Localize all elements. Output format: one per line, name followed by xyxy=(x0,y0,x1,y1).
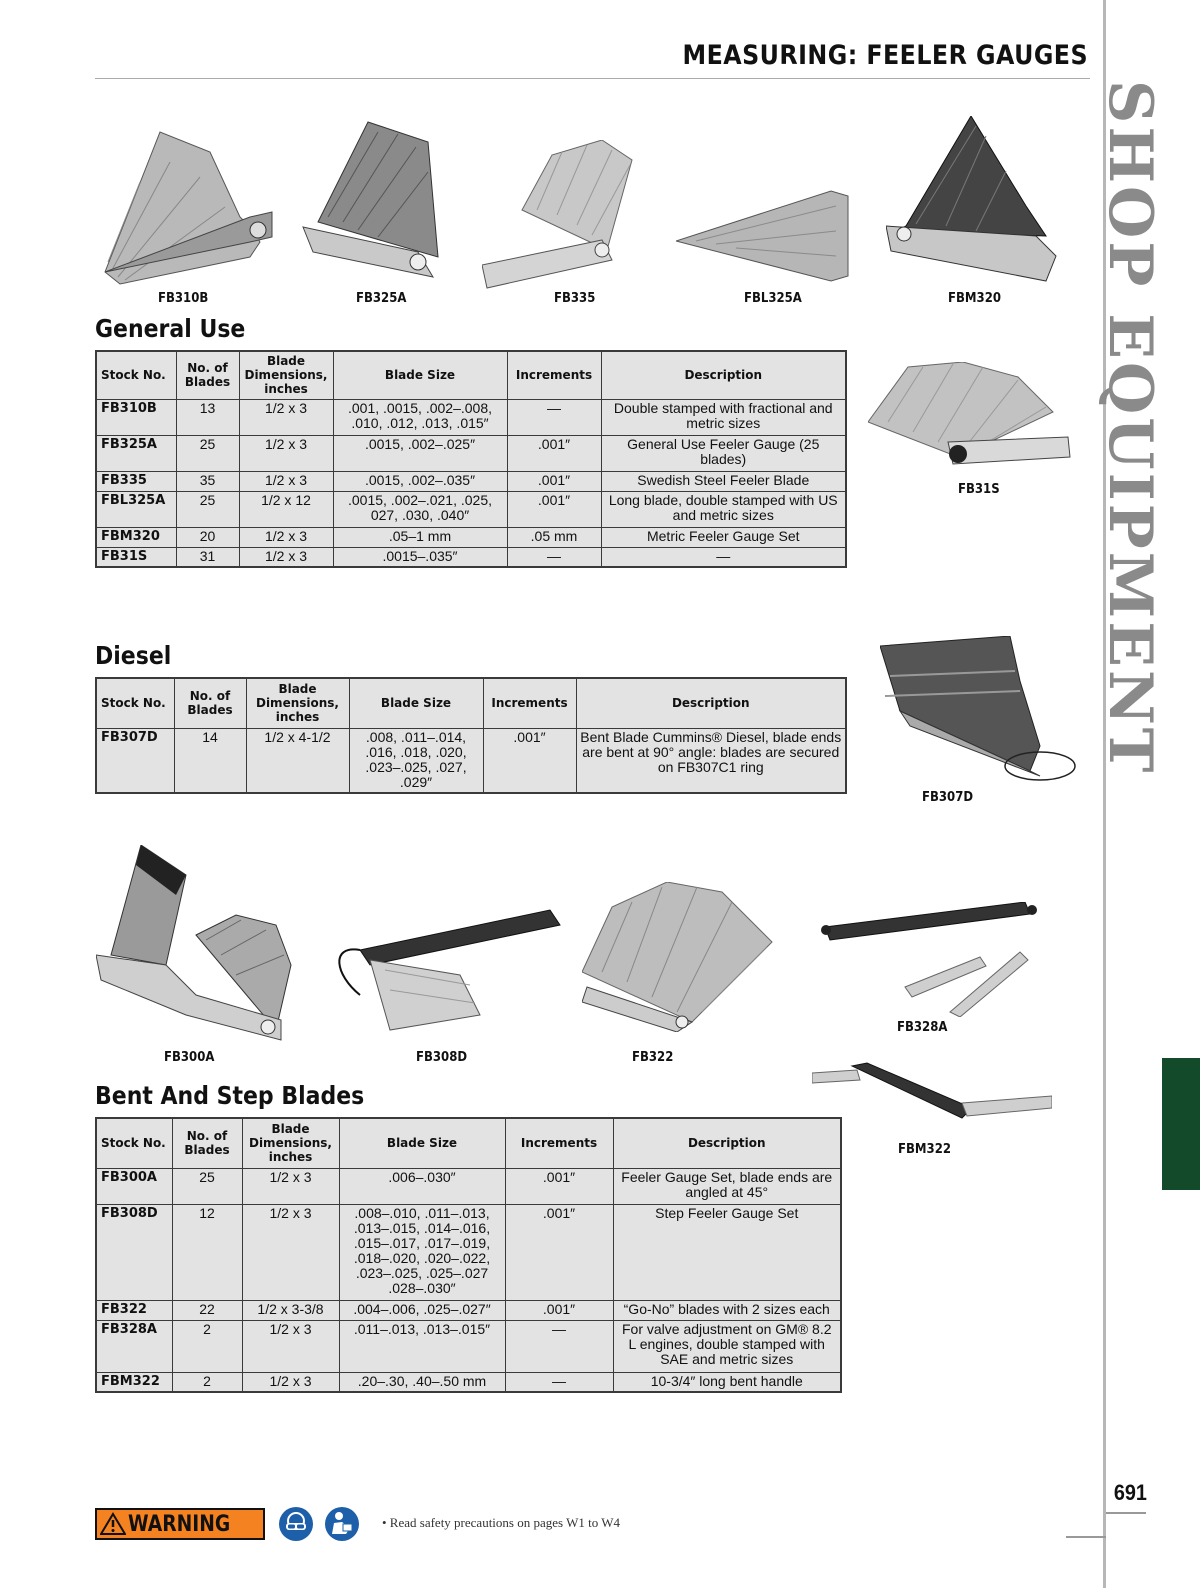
table-cell: FBM322 xyxy=(96,1372,172,1392)
product-image-fb300a xyxy=(96,845,301,1045)
table-cell: .001″ xyxy=(505,1204,613,1300)
table-cell: .006–.030″ xyxy=(339,1168,505,1204)
product-label: FB310B xyxy=(158,291,209,306)
table-cell: Long blade, double stamped with US and metric sizes xyxy=(601,491,846,527)
table-cell: — xyxy=(507,399,601,435)
column-header: Stock No. xyxy=(96,1118,172,1168)
product-image-fbl325a xyxy=(676,186,856,286)
column-header: Description xyxy=(576,678,846,728)
column-header: Blade Dimensions, inches xyxy=(242,1118,339,1168)
page-number: 691 xyxy=(1113,1480,1147,1505)
table-cell: 1/2 x 3 xyxy=(239,471,333,491)
section-heading-diesel: Diesel xyxy=(95,641,172,670)
warning-label: WARNING xyxy=(128,1511,231,1537)
column-header: Increments xyxy=(507,351,601,399)
table-cell: .0015, .002–.025″ xyxy=(333,435,507,471)
table-cell: 25 xyxy=(176,491,239,527)
column-header: Blade Dimensions, inches xyxy=(246,678,349,728)
table-cell: Swedish Steel Feeler Blade xyxy=(601,471,846,491)
table-cell: — xyxy=(601,547,846,567)
page-title: MEASURING: FEELER GAUGES xyxy=(682,40,1088,71)
product-label: FBM322 xyxy=(898,1142,951,1157)
warning-triangle-icon xyxy=(100,1512,126,1536)
general-use-table xyxy=(95,350,847,568)
table-cell: — xyxy=(505,1372,613,1392)
column-header: Description xyxy=(601,351,846,399)
table-cell: — xyxy=(505,1320,613,1372)
table-cell: 13 xyxy=(176,399,239,435)
table-cell: 1/2 x 12 xyxy=(239,491,333,527)
table-row xyxy=(96,527,846,547)
table-cell: .001″ xyxy=(507,471,601,491)
table-cell: FBL325A xyxy=(96,491,176,527)
column-header: No. of Blades xyxy=(174,678,246,728)
table-cell: .008–.010, .011–.013, .013–.015, .014–.016, .015–.017, .017–.019, .018–.020, .020–.022, .023–.025, .025–.027 .028–.030″ xyxy=(339,1204,505,1300)
section-side-title: SHOP EQUIPMENT xyxy=(1095,80,1165,776)
table-cell: Double stamped with fractional and metric sizes xyxy=(601,399,846,435)
table-cell: 1/2 x 4-1/2 xyxy=(246,728,349,793)
table-row xyxy=(96,435,846,471)
product-label: FBM320 xyxy=(948,291,1001,306)
table-cell: General Use Feeler Gauge (25 blades) xyxy=(601,435,846,471)
product-image-fb308d xyxy=(330,905,570,1045)
table-cell: FBM320 xyxy=(96,527,176,547)
product-label: FB300A xyxy=(164,1050,215,1065)
section-tab[interactable] xyxy=(1162,1058,1200,1190)
table-cell: — xyxy=(507,547,601,567)
table-cell: 35 xyxy=(176,471,239,491)
table-cell: .001″ xyxy=(507,435,601,471)
table-cell: Metric Feeler Gauge Set xyxy=(601,527,846,547)
table-row xyxy=(96,1372,841,1392)
column-header: Description xyxy=(613,1118,841,1168)
table-cell: .0015, .002–.021, .025, 027, .030, .040″ xyxy=(333,491,507,527)
table-cell: Step Feeler Gauge Set xyxy=(613,1204,841,1300)
product-label: FB335 xyxy=(554,291,596,306)
table-cell: 1/2 x 3 xyxy=(242,1168,339,1204)
table-cell: FB322 xyxy=(96,1300,172,1320)
safety-glasses-icon xyxy=(278,1506,314,1542)
diesel-table xyxy=(95,677,847,794)
table-cell: 25 xyxy=(172,1168,242,1204)
table-cell: .008, .011–.014, .016, .018, .020, .023–.025, .027, .029″ xyxy=(349,728,483,793)
product-image-fb31s xyxy=(868,362,1073,472)
table-cell: FB335 xyxy=(96,471,176,491)
column-header: Blade Size xyxy=(333,351,507,399)
table-cell: “Go-No” blades with 2 sizes each xyxy=(613,1300,841,1320)
table-cell: 1/2 x 3 xyxy=(239,399,333,435)
table-cell: FB328A xyxy=(96,1320,172,1372)
table-cell: 22 xyxy=(172,1300,242,1320)
column-header: No. of Blades xyxy=(172,1118,242,1168)
column-header: Stock No. xyxy=(96,351,176,399)
table-cell: 10-3/4″ long bent handle xyxy=(613,1372,841,1392)
table-row xyxy=(96,1204,841,1300)
section-heading-bent-step: Bent And Step Blades xyxy=(95,1081,365,1110)
column-header: Stock No. xyxy=(96,678,174,728)
warning-badge xyxy=(95,1508,265,1540)
product-image-fb310b xyxy=(100,122,280,287)
product-image-fb328a xyxy=(820,902,1045,1017)
table-row xyxy=(96,491,846,527)
table-cell: 1/2 x 3-3/8 xyxy=(242,1300,339,1320)
section-heading-general-use: General Use xyxy=(95,314,246,343)
table-row xyxy=(96,547,846,567)
bent-step-table xyxy=(95,1117,842,1393)
read-manual-icon xyxy=(324,1506,360,1542)
product-image-fb325a xyxy=(298,112,448,282)
table-cell: FB308D xyxy=(96,1204,172,1300)
table-cell: .20–.30, .40–.50 mm xyxy=(339,1372,505,1392)
product-label: FBL325A xyxy=(744,291,802,306)
table-cell: FB325A xyxy=(96,435,176,471)
table-cell: .004–.006, .025–.027″ xyxy=(339,1300,505,1320)
product-image-fbm322 xyxy=(812,1058,1052,1138)
table-cell: 2 xyxy=(172,1320,242,1372)
table-cell: .001″ xyxy=(483,728,576,793)
table-cell: FB300A xyxy=(96,1168,172,1204)
product-label: FB328A xyxy=(897,1020,948,1035)
table-cell: For valve adjustment on GM® 8.2 L engines, double stamped with SAE and metric sizes xyxy=(613,1320,841,1372)
product-label: FB325A xyxy=(356,291,407,306)
column-header: Increments xyxy=(505,1118,613,1168)
table-cell: .05 mm xyxy=(507,527,601,547)
product-label: FB31S xyxy=(958,482,1000,497)
safety-note: • Read safety precautions on pages W1 to W4 xyxy=(382,1515,621,1530)
table-cell: .001″ xyxy=(505,1168,613,1204)
table-cell: 12 xyxy=(172,1204,242,1300)
table-cell: .001, .0015, .002–.008, .010, .012, .013, .015″ xyxy=(333,399,507,435)
product-image-fbm320 xyxy=(886,116,1066,291)
table-cell: .011–.013, .013–.015″ xyxy=(339,1320,505,1372)
table-cell: 31 xyxy=(176,547,239,567)
table-cell: .05–1 mm xyxy=(333,527,507,547)
title-rule xyxy=(95,78,1090,79)
table-cell: .001″ xyxy=(505,1300,613,1320)
table-row xyxy=(96,1320,841,1372)
table-cell: 1/2 x 3 xyxy=(242,1204,339,1300)
table-cell: .001″ xyxy=(507,491,601,527)
column-header: Blade Size xyxy=(349,678,483,728)
table-row xyxy=(96,399,846,435)
product-image-fb322 xyxy=(582,882,777,1032)
product-label: FB322 xyxy=(632,1050,674,1065)
table-cell: 25 xyxy=(176,435,239,471)
product-image-fb307d xyxy=(880,636,1080,786)
column-header: Blade Size xyxy=(339,1118,505,1168)
table-cell: 1/2 x 3 xyxy=(239,527,333,547)
table-cell: Bent Blade Cummins® Diesel, blade ends are bent at 90° angle: blades are secured on FB307C1 ring xyxy=(576,728,846,793)
page-number-rule xyxy=(1066,1536,1106,1538)
page-number-rule xyxy=(1106,1512,1146,1514)
table-cell: FB307D xyxy=(96,728,174,793)
table-cell: 1/2 x 3 xyxy=(239,547,333,567)
table-cell: FB310B xyxy=(96,399,176,435)
table-cell: 20 xyxy=(176,527,239,547)
table-cell: Feeler Gauge Set, blade ends are angled at 45° xyxy=(613,1168,841,1204)
table-row xyxy=(96,728,846,793)
table-row xyxy=(96,1168,841,1204)
table-cell: 2 xyxy=(172,1372,242,1392)
table-cell: 1/2 x 3 xyxy=(242,1372,339,1392)
table-cell: 14 xyxy=(174,728,246,793)
column-header: Blade Dimensions, inches xyxy=(239,351,333,399)
table-cell: .0015–.035″ xyxy=(333,547,507,567)
column-header: No. of Blades xyxy=(176,351,239,399)
table-cell: 1/2 x 3 xyxy=(242,1320,339,1372)
product-image-fb335 xyxy=(482,140,642,290)
column-header: Increments xyxy=(483,678,576,728)
table-row xyxy=(96,1300,841,1320)
product-label: FB307D xyxy=(922,790,974,805)
table-row xyxy=(96,471,846,491)
table-cell: .0015, .002–.035″ xyxy=(333,471,507,491)
table-cell: FB31S xyxy=(96,547,176,567)
product-label: FB308D xyxy=(416,1050,468,1065)
table-cell: 1/2 x 3 xyxy=(239,435,333,471)
